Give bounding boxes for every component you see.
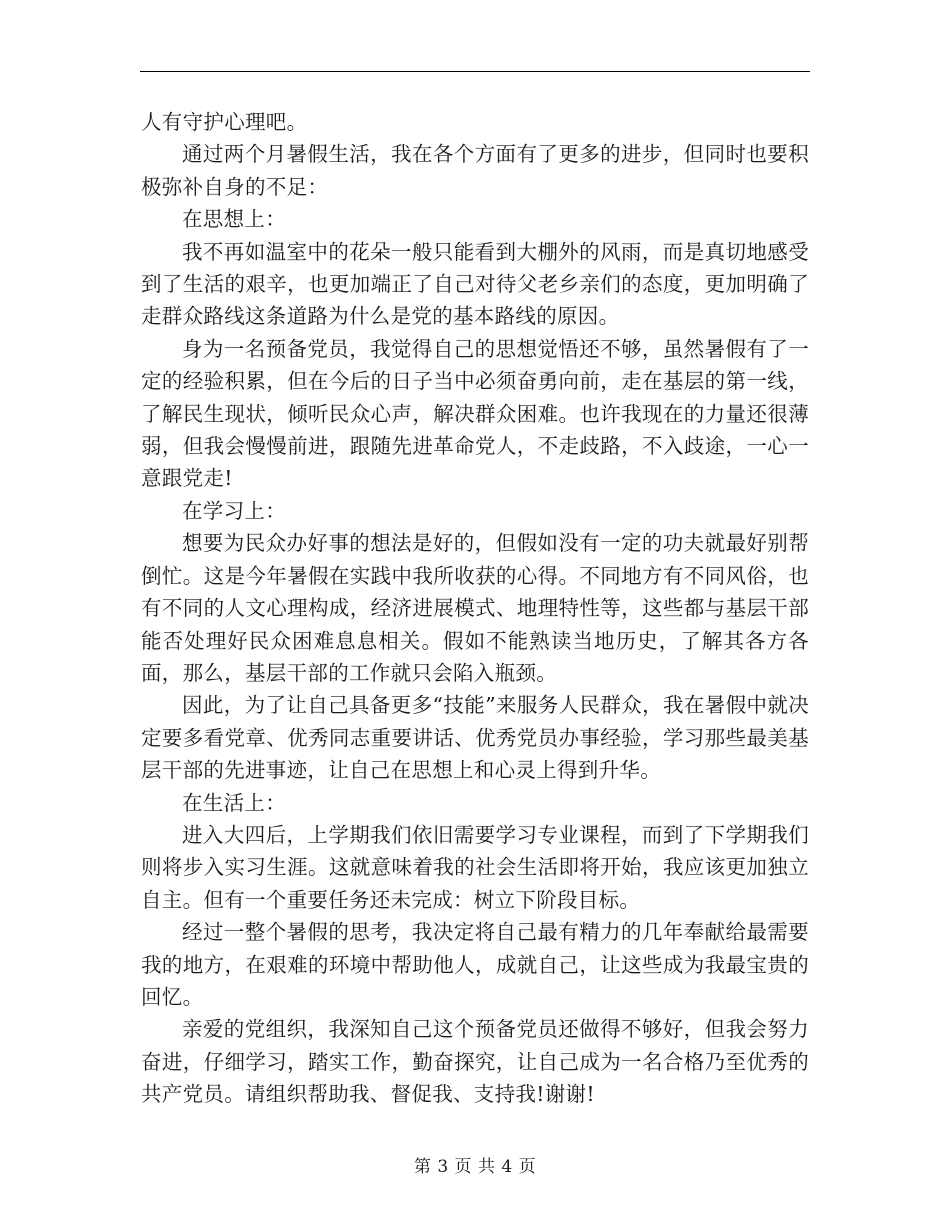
paragraph: 想要为民众办好事的想法是好的，但假如没有一定的功夫就最好别帮倒忙。这是今年暑假在实践中我所收获的心得。不同地方有不同风俗，也有不同的人文心理构成，经济进展模式、地理特性等，这些都与基层干部能否处理好民众困难息息相关。假如不能熟读当地历史，了解其各方各面，那么，基层干部的工作就只会陷入瓶颈。: [141, 531, 809, 685]
section-heading-life: 在生活上：: [182, 790, 286, 815]
paragraph: 通过两个月暑假生活，我在各个方面有了更多的进步，但同时也要积极弥补自身的不足：: [141, 142, 809, 199]
section-heading-study: 在学习上：: [182, 498, 286, 523]
paragraph: 人有守护心理吧。: [141, 110, 308, 134]
header-rule: [140, 71, 810, 72]
paragraph: 身为一名预备党员，我觉得自己的思想觉悟还不够，虽然暑假有了一定的经验积累，但在今后的日子当中必须奋勇向前，走在基层的第一线，了解民生现状，倾听民众心声，解决群众困难。也许我现在的力量还很薄弱，但我会慢慢前进，跟随先进革命党人，不走歧路，不入歧途，一心一意跟党走!: [141, 336, 809, 491]
paragraph: 进入大四后，上学期我们依旧需要学习专业课程，而到了下学期我们则将步入实习生涯。这就意味着我的社会生活即将开始，我应该更加独立自主。但有一个重要任务还未完成：树立下阶段目标。: [141, 822, 809, 912]
page-number-footer: 第 3 页 共 4 页: [413, 1157, 537, 1177]
closing-paragraph: 亲爱的党组织，我深知自己这个预备党员还做得不够好，但我会努力奋进，仔细学习，踏实工作，勤奋探究，让自己成为一名合格乃至优秀的共产党员。请组织帮助我、督促我、支持我!谢谢!: [141, 1017, 809, 1107]
paragraph: 经过一整个暑假的思考，我决定将自己最有精力的几年奉献给最需要我的地方，在艰难的环境中帮助他人，成就自己，让这些成为我最宝贵的回忆。: [141, 920, 809, 1009]
paragraph: 我不再如温室中的花朵一般只能看到大棚外的风雨，而是真切地感受到了生活的艰辛，也更加端正了自己对待父老乡亲们的态度，更加明确了走群众路线这条道路为什么是党的基本路线的原因。: [141, 239, 809, 329]
paragraph: 因此，为了让自己具备更多“技能”来服务人民群众，我在暑假中就决定要多看党章、优秀同志重要讲话、优秀党员办事经验，学习那些最美基层干部的先进事迹，让自己在思想上和心灵上得到升华。: [141, 693, 809, 783]
document-body: [141, 106, 809, 1111]
section-heading-thought: 在思想上：: [182, 207, 286, 232]
